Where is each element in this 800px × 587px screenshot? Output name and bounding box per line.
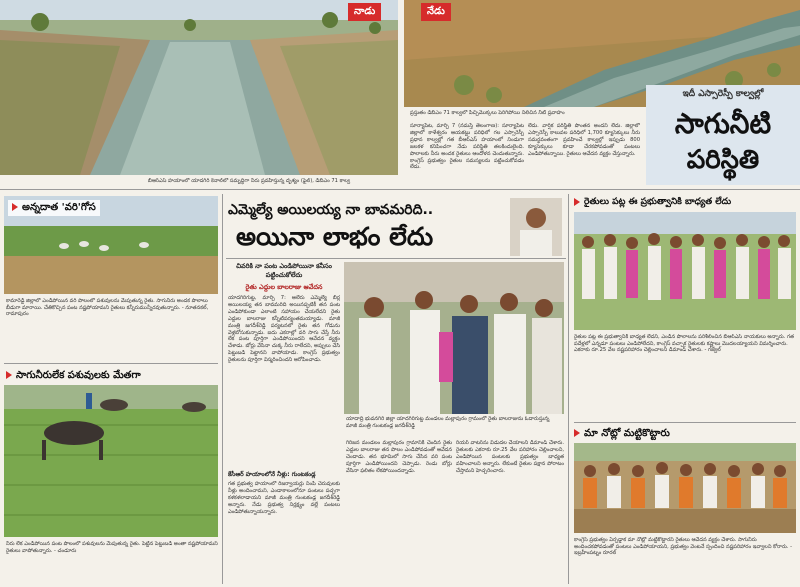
right-vertical-rule: [568, 194, 569, 584]
left-section1-caption: కామారెడ్డి జిల్లాలో ఎండిపోయిన వరి పొలంలో పశువులను మేపుతున్న రైతు. సాగునీరు అందక పొలాలు బీడుగా మారాయి. చేతికొచ్చిన పంట నష్టపోయామని రైతులు కన్నీరుమున్నీరవుతున్నారు. - నూతనకల్, రామాపురం: [6, 298, 209, 318]
triangle-bullet-icon: [574, 429, 580, 437]
left-section2-title: [6, 369, 141, 383]
title-box-kicker: ఇదీ ఎస్సారెస్పీ కాల్వల్లో: [682, 89, 764, 99]
intro-column-2: లేదు. వార్షిక పరిస్థితి పొంతన అందని లేదు. జిల్లాలో ఎస్సారెస్పీ కాలువల పరిధిలో 1,700 క్యూసెక్కులు నీరు సమర్థవంతంగా ప్రవహించే కాల్వల్లో ఇప్పుడు 800 క్యూసెక్కులు కూడా చేరకపోవడంతో పంటలు ఎండిపోతున్నాయి. రైతులు ఆవేదన వ్యక్తం చేస్తున్నారు.: [528, 123, 640, 157]
protest-group-illustration: [574, 212, 796, 330]
left-section2-title-text: సాగునీరులేక పశువులకు మేతగా: [16, 370, 141, 381]
right-section2-title-text: మా నోట్లో మట్టికొట్టారు: [584, 428, 670, 439]
title-box-line2: పరిస్థితి: [686, 145, 760, 175]
farmer-portrait-illustration: [510, 198, 562, 256]
right-section2-caption: కాంగ్రెస్ ప్రభుత్వం ఏర్పడ్డాక మా నోట్లో మట్టికొట్టారని రైతులు ఆవేదన వ్యక్తం చేశారు. సాగునీరు అందించకపోవడంతో పంటలు ఎండిపోయాయని, ప్రభుత్వం వెంటనే స్పందించి నష్టపరిహారం ఇవ్వాలని కోరారు. - ఇబ్రహీంపట్నం రూరల్: [574, 537, 793, 557]
center-col-a: గిరిజన మండలం మల్లాపురం గ్రామానికి చెందిన రైతు ఎద్దుల బాలరాజు తన పొలం ఎండిపోవడంతో ఆవేదన చెందాడు. తన భూమిలో సాగు చేసిన వరి పంట పూర్తిగా ఎండిపోయిందని చెప్పాడు. రెండు బోర్లు వేసినా ఫలితం లేకపోయిందన్నాడు.: [346, 440, 452, 474]
center-main-photo: [344, 262, 564, 414]
right-section1-title: [574, 197, 731, 209]
center-body-col: యాదగిరిగుట్ట, మార్చి 7: ఆలేరు ఎమ్మెల్యే బీర్ల అయిలయ్య తన బావమరిది అయినప్పటికీ తన పంట ఎండిపోకుండా ఎలాంటి సహాయం చేయలేదని రైతు ఎద్దుల బాలరాజు కన్నీటిపర్యంతమయ్యాడు. మాజీ మంత్రి జగదీశ్‌రెడ్డి పర్యటనలో రైతు తన గోడును వెళ్లబోసుకున్నాడు. ఐదు ఎకరాల్లో వరి సాగు చేస్తే నీరు లేక పంట పూర్తిగా ఎండిపోయిందని ఆవేదన వ్యక్తం చేశాడు. బోర్లు వేసినా చుక్క నీరు రాలేదని, అప్పులు చేసి పెట్టుబడి పెట్టానని వాపోయాడు. కాంగ్రెస్ ప్రభుత్వం రైతులను పూర్తిగా విస్మరించిందని ఆరోపించాడు.: [228, 295, 340, 364]
left-field-photo-2: [4, 385, 218, 537]
triangle-bullet-icon: [574, 198, 580, 206]
right-section1-title-text: రైతులు పట్ల ఈ ప్రభుత్వానికి బాధ్యత లేదు: [584, 197, 732, 207]
before-canal-photo: [0, 0, 398, 175]
field-illustration-2: [4, 385, 218, 537]
right-group-photo-1: [574, 212, 796, 330]
triangle-bullet-icon: [12, 203, 18, 211]
center-col-b: రియర్ వాటర్‌ను విడుదల చేయాలని డిమాండ్ చేశారు. రైతులకు ఎకరాకు రూ.25 వేల పరిహారం చెల్లించాలని, ఎండిపోయిన పంటలకు ప్రభుత్వం బాధ్యత వహించాలని అన్నారు. లేకుంటే రైతుల పక్షాన పోరాటం చేస్తామని హెచ్చరించారు.: [456, 440, 564, 474]
center-headline: అయినా లాభం లేదు: [236, 222, 434, 251]
left-section1-title: [8, 200, 100, 216]
left-section1-title-text: అన్నదాత 'వరి'గోస: [22, 202, 96, 213]
center-head-rule: [226, 258, 566, 259]
right-group-photo-2: [574, 443, 796, 533]
left-divider: [4, 363, 218, 364]
canal-illustration-before: [0, 0, 398, 175]
top-divider: [0, 189, 800, 190]
title-box-line1: సాగునీటి: [674, 107, 772, 140]
right-section1-caption: రైతుల పట్ల ఈ ప్రభుత్వానికి బాధ్యత లేదని, ఎండిన పొలాలను పరిశీలించిన బీఆర్ఎస్ నాయకులు అన్నారు. గత పదేళ్లలో ఎన్నడూ పంటలు ఎండిపోలేదని, కాంగ్రెస్ వచ్చాక రైతులకు కష్టాలు మొదలయ్యాయని విమర్శించారు. ఎకరాకు రూ.25 వేల నష్టపరిహారం చెల్లించాలని డిమాండ్ చేశారు. - గజ్వేల్: [574, 334, 795, 354]
before-tag: నాడు: [348, 3, 381, 21]
center-sub2: రైతు ఎద్దుల బాలరాజు ఆవేదన: [245, 283, 323, 291]
triangle-bullet-icon: [6, 371, 12, 379]
center-subhead: కేసీఆర్ హయాంలోనే నీళ్లు: గుంటకండ్ల: [228, 471, 316, 478]
center-sub1: చివరికి నా పంట ఎండిపోయినా కనీసం పట్టించుకోలేదు: [236, 262, 332, 279]
right-section2-title: [574, 427, 670, 441]
left-section2-caption: నీరు లేక ఎండిపోయిన పంట పొలంలో పశువులను మేపుతున్న రైతు. పెట్టిన పెట్టుబడి అంతా నష్టపోయామని రైతులు వాపోతున్నారు. - చండూరు: [6, 541, 218, 554]
title-box: [646, 85, 800, 185]
before-caption: బీఆర్ఎస్ హయాంలో యాదగిరి కెనాల్‌లో సమృద్ధిగా నీరు ప్రవహిస్తున్న దృశ్యం (ఫైల్), డీబీఎం 71 కాల్వ: [147, 178, 351, 184]
sitting-protest-illustration: [574, 443, 796, 533]
center-body-col2: గత ప్రభుత్వ హయాంలో రిజర్వాయర్లు నింపి చెరువులకు నీళ్లు అందించామని, ఎండాకాలంలోనూ పంటలు పచ్చగా కళకళలాడాయని మాజీ మంత్రి గుంటకండ్ల జగదీశ్‌రెడ్డి అన్నారు. నేడు ప్రభుత్వ నిర్లక్ష్యం వల్లే పంటలు ఎండిపోతున్నాయన్నారు.: [228, 481, 340, 515]
right-divider: [574, 422, 796, 423]
left-vertical-rule: [222, 194, 223, 584]
after-caption: ప్రస్తుతం డీబీఎం 71 కాల్వలో పిచ్చిమొక్కలు పెరిగిపోయి నిలిచిన నీటి ప్రవాహం: [410, 110, 565, 116]
center-kicker: ఎమ్మెల్యే అయిలయ్య నా బావమరిది..: [228, 202, 434, 218]
after-tag: నేడు: [421, 3, 451, 21]
intro-column-1: సూర్యాపేట, మార్చి 7 (నమస్తే తెలంగాణ): సూర్యాపేట జిల్లాలో కాళేశ్వరం ఆయకట్టు పరిధిలో గల ఎస్సారెస్పీ ప్రధాన కాల్వల్లో గత బీఆర్ఎస్ హయాంలో నిండుగా జలకళ కనిపించగా నేడు పరిస్థితి తలకిందులైంది. పొలాలకు నీరు అందక రైతులు ఆందోళన చెందుతున్నారు. కాంగ్రెస్ ప్రభుత్వం రైతుల సమస్యలను పట్టించుకోవడం లేదు.: [410, 123, 524, 171]
farmer-inset-photo: [510, 198, 562, 256]
group-photo-illustration: [344, 262, 564, 414]
center-photo-caption: యాదాద్రి భువనగిరి జిల్లా యాదగిరిగుట్ట మండలం మల్లాపురం గ్రామంలో రైతు బాలరాజును ఓదారుస్తున్న మాజీ మంత్రి గుంటకండ్ల జగదీశ్‌రెడ్డి: [346, 416, 550, 429]
